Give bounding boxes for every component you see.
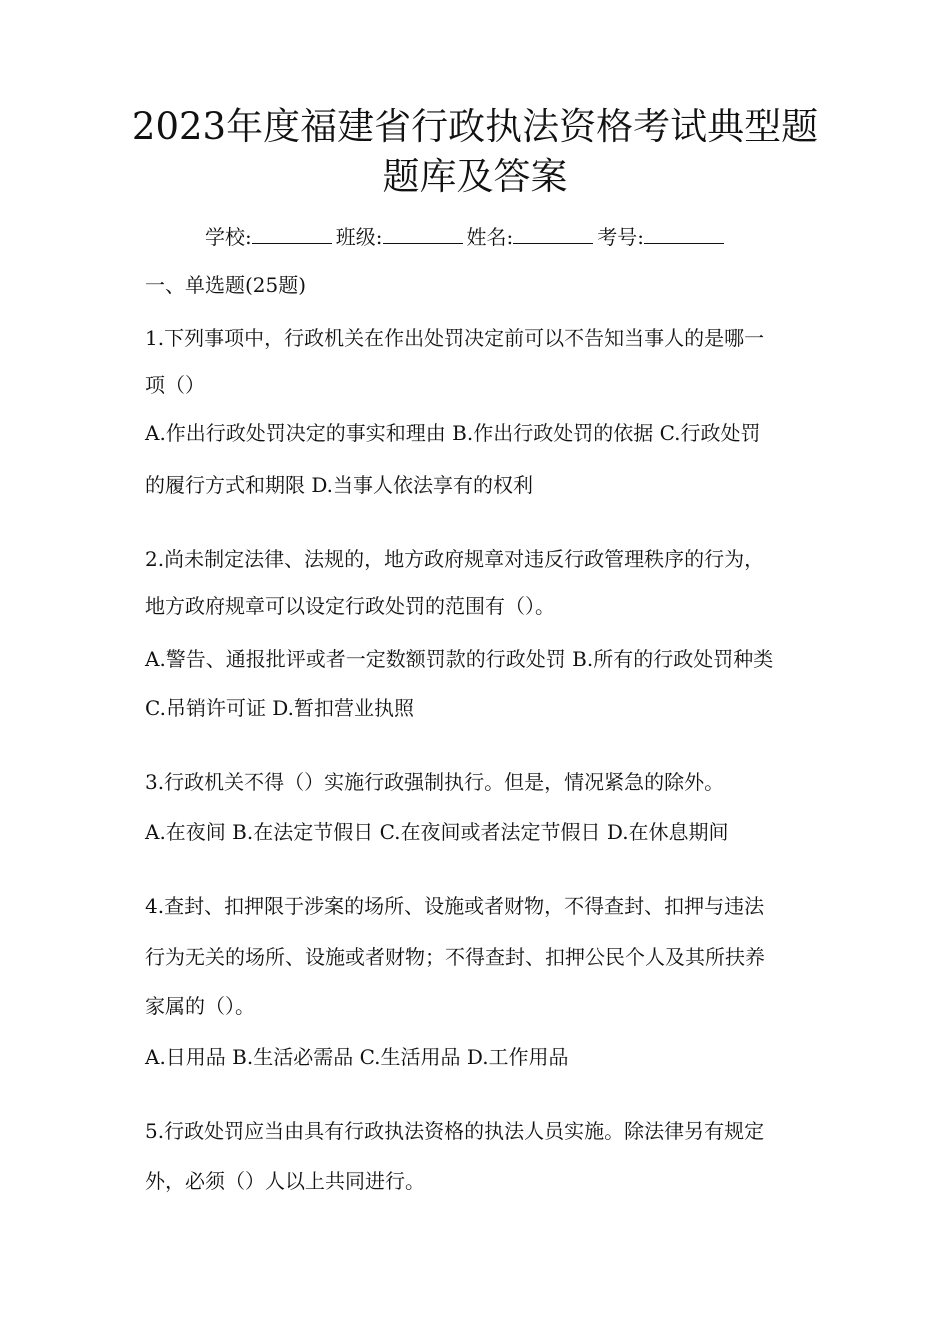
document-title-line-1: 2023年度福建省行政执法资格考试典型题 <box>131 105 819 148</box>
question-5-stem-line-2: 外，必须（）人以上共同进行。 <box>145 1169 425 1193</box>
class-blank <box>383 223 463 244</box>
school-blank <box>252 223 332 244</box>
name-blank <box>513 223 593 244</box>
question-3-options-line-1: A.在夜间 B.在法定节假日 C.在夜间或者法定节假日 D.在休息期间 <box>145 820 729 844</box>
question-1-options-line-1: A.作出行政处罚决定的事实和理由 B.作出行政处罚的依据 C.行政处罚 <box>145 421 761 445</box>
question-4-stem-line-1: 4.查封、扣押限于涉案的场所、设施或者财物，不得查封、扣押与违法 <box>145 894 765 918</box>
document-title-line-2: 题库及答案 <box>382 155 568 198</box>
name-label: 姓名: <box>466 225 514 249</box>
number-label: 考号: <box>597 225 644 249</box>
question-4-stem-line-3: 家属的（）。 <box>145 994 255 1018</box>
question-1-stem-line-1: 1.下列事项中，行政机关在作出处罚决定前可以不告知当事人的是哪一 <box>145 326 765 350</box>
question-4-stem-line-2: 行为无关的场所、设施或者财物；不得查封、扣押公民个人及其所扶养 <box>145 945 765 969</box>
question-4-options-line-1: A.日用品 B.生活必需品 C.生活用品 D.工作用品 <box>145 1045 569 1069</box>
student-info-row <box>205 222 728 252</box>
question-1-options-line-2: 的履行方式和期限 D.当事人依法享有的权利 <box>145 473 534 497</box>
question-1-stem-line-2: 项（） <box>145 373 205 397</box>
number-blank <box>644 223 724 244</box>
question-2-stem-line-1: 2.尚未制定法律、法规的，地方政府规章对违反行政管理秩序的行为， <box>145 547 765 571</box>
question-2-options-line-1: A.警告、通报批评或者一定数额罚款的行政处罚 B.所有的行政处罚种类 <box>145 647 774 671</box>
section-heading: 一、单选题(25题) <box>145 273 307 297</box>
question-3-stem-line-1: 3.行政机关不得（）实施行政强制执行。但是，情况紧急的除外。 <box>145 770 725 794</box>
school-label: 学校: <box>205 225 252 249</box>
class-label: 班级: <box>335 225 383 249</box>
question-5-stem-line-1: 5.行政处罚应当由具有行政执法资格的执法人员实施。除法律另有规定 <box>145 1119 765 1143</box>
question-2-options-line-2: C.吊销许可证 D.暂扣营业执照 <box>145 696 414 720</box>
question-2-stem-line-2: 地方政府规章可以设定行政处罚的范围有（）。 <box>145 594 555 618</box>
